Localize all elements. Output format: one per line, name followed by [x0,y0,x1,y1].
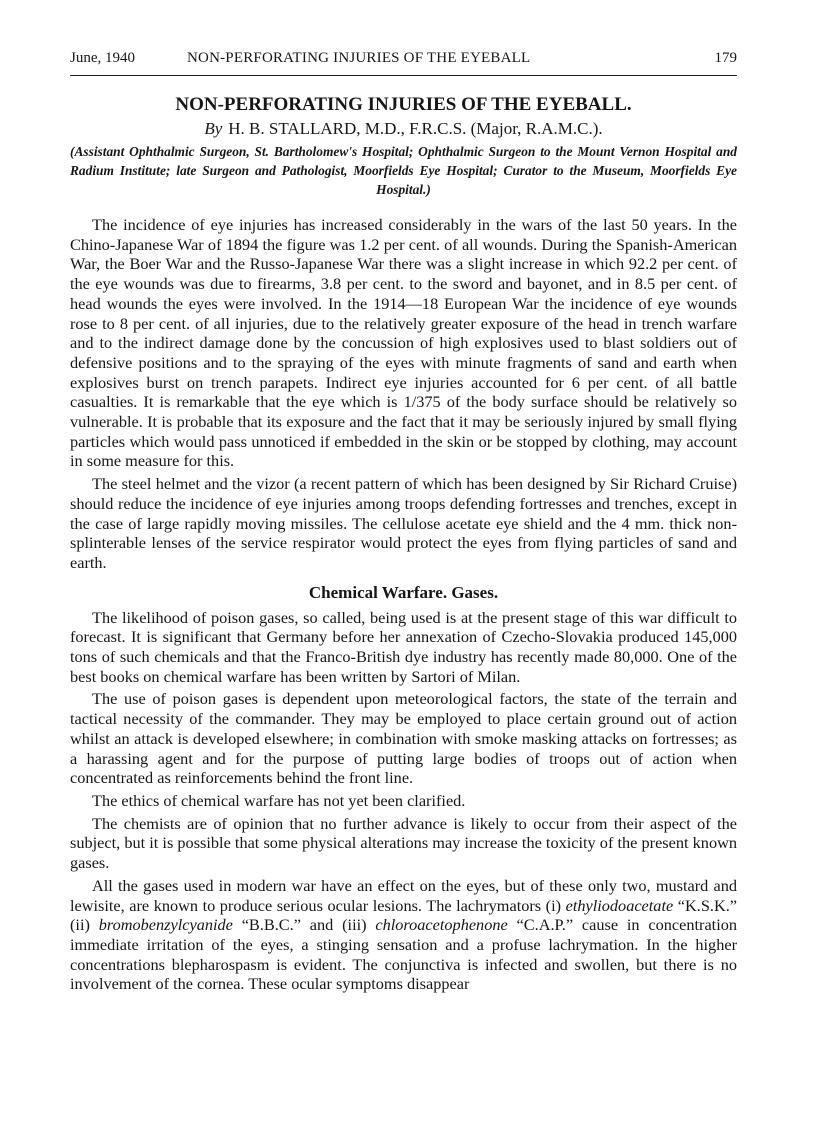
running-title: NON-PERFORATING INJURIES OF THE EYEBALL [187,50,531,66]
author: H. B. STALLARD, M.D., F.R.C.S. (Major, R.A.M.C.). [228,119,603,138]
header-rule [70,75,737,76]
chemical-term: chloroacetophenone [375,915,508,935]
text-run: “B.B.C.” and (iii) [232,915,376,935]
paragraph: The ethics of chemical warfare has not yet been clarified. [92,790,466,810]
article-title: NON-PERFORATING INJURIES OF THE EYEBALL. [175,94,632,115]
paragraph: The likelihood of poison gases, so called, being used is at the present stage of this war difficult to forecast. It is significant that Germany before her annexation of Czecho-Slovakia produced 145,000 tons of such chemicals and that the Franco-British dye industry has recently made 80,000. One of the best books on chemical warfare has been written by Sartori of Milan. [70,607,737,686]
text-run: All the gases used in modern war have an effect on the eyes, but of these only two, mustard and lewisite, are known to produce serious ocular lesions. The lachrymators (i) [70,875,737,915]
text-column [70,92,737,997]
text-run: “K.S.K.” (ii) [70,895,737,935]
paragraph: The use of poison gases is dependent upon meteorological factors, the state of the terrain and tactical necessity of the commander. They may be employed to place certain ground out of action whilst an attack is developed elsewhere; in combination with smoke masking attacks on fortresses; as a harassing agent and for the purpose of putting large bodies of troops out of action when concentrated as reinforcements behind the front line. [70,689,737,788]
chemical-term: ethyliodoacetate [565,895,674,915]
paragraph: The steel helmet and the vizor (a recent pattern of which has been designed by Sir Richard Cruise) should reduce the incidence of eye injuries among troops defending fortresses and trenches, except in the case of large rapidly moving missiles. The cellulose acetate eye shield and the 4 mm. thick non-splinterable lenses of the service respirator would protect the eyes from flying particles of sand and earth. [70,474,737,572]
issue-date: June, 1940 [70,50,135,66]
paragraph: The chemists are of opinion that no further advance is likely to occur from their aspect of the subject, but it is possible that some physical alterations may increase the toxicity of the present known gases. [70,813,737,873]
section-heading: Chemical Warfare. Gases. [308,582,499,602]
paragraph [70,876,737,994]
byline [70,118,737,140]
text-run: “C.A.P.” cause in concentration immediate irritation of the eyes, a stinging sensation and a profuse lachrymation. In the higher concentrations blepharospasm is evident. The conjunctiva is infected and swollen, but there is no involvement of the cornea. These ocular symptoms disappear [70,915,738,994]
running-head [70,50,737,74]
article-body [70,215,737,994]
byline-prefix: By [204,119,223,138]
page-number: 179 [714,50,737,66]
author-affiliation: (Assistant Ophthalmic Surgeon, St. Bartholomew's Hospital; Ophthalmic Surgeon to the Mount Vernon Hospital and Radium Institute; late Surgeon and Pathologist, Moorfields Eye Hospital; Curator to the Museum, Moorfields Eye Hospital.) [70,144,737,197]
chemical-term: bromobenzylcyanide [98,915,233,935]
paragraph: The incidence of eye injuries has increased considerably in the wars of the last 50 years. In the Chino-Japanese War of 1894 the figure was 1.2 per cent. of all wounds. During the Spanish-American War, the Boer War and the Russo-Japanese War there was a slight increase in which 92.2 per cent. of the eye wounds was due to firearms, 3.8 per cent. to the sword and bayonet, and in 8.5 per cent. of head wounds the eyes were involved. In the 1914—18 European War the incidence of eye wounds rose to 8 per cent. of all injuries, due to the relatively greater exposure of the head in trench warfare and to the indirect damage done by the concussion of high explosives used to blast soldiers out of defensive positions and to the spraying of the eyes with minute fragments of sand and earth when explosives burst on trench parapets. Indirect eye injuries accounted for 6 per cent. of all battle casualties. It is remarkable that the eye which is 1/375 of the body surface should be relatively so vulnerable. It is probable that its exposure and the fact that it may be seriously injured by small flying particles which would pass unnoticed if embedded in the skin or be stopped by clothing, may account in some measure for this. [70,215,737,471]
